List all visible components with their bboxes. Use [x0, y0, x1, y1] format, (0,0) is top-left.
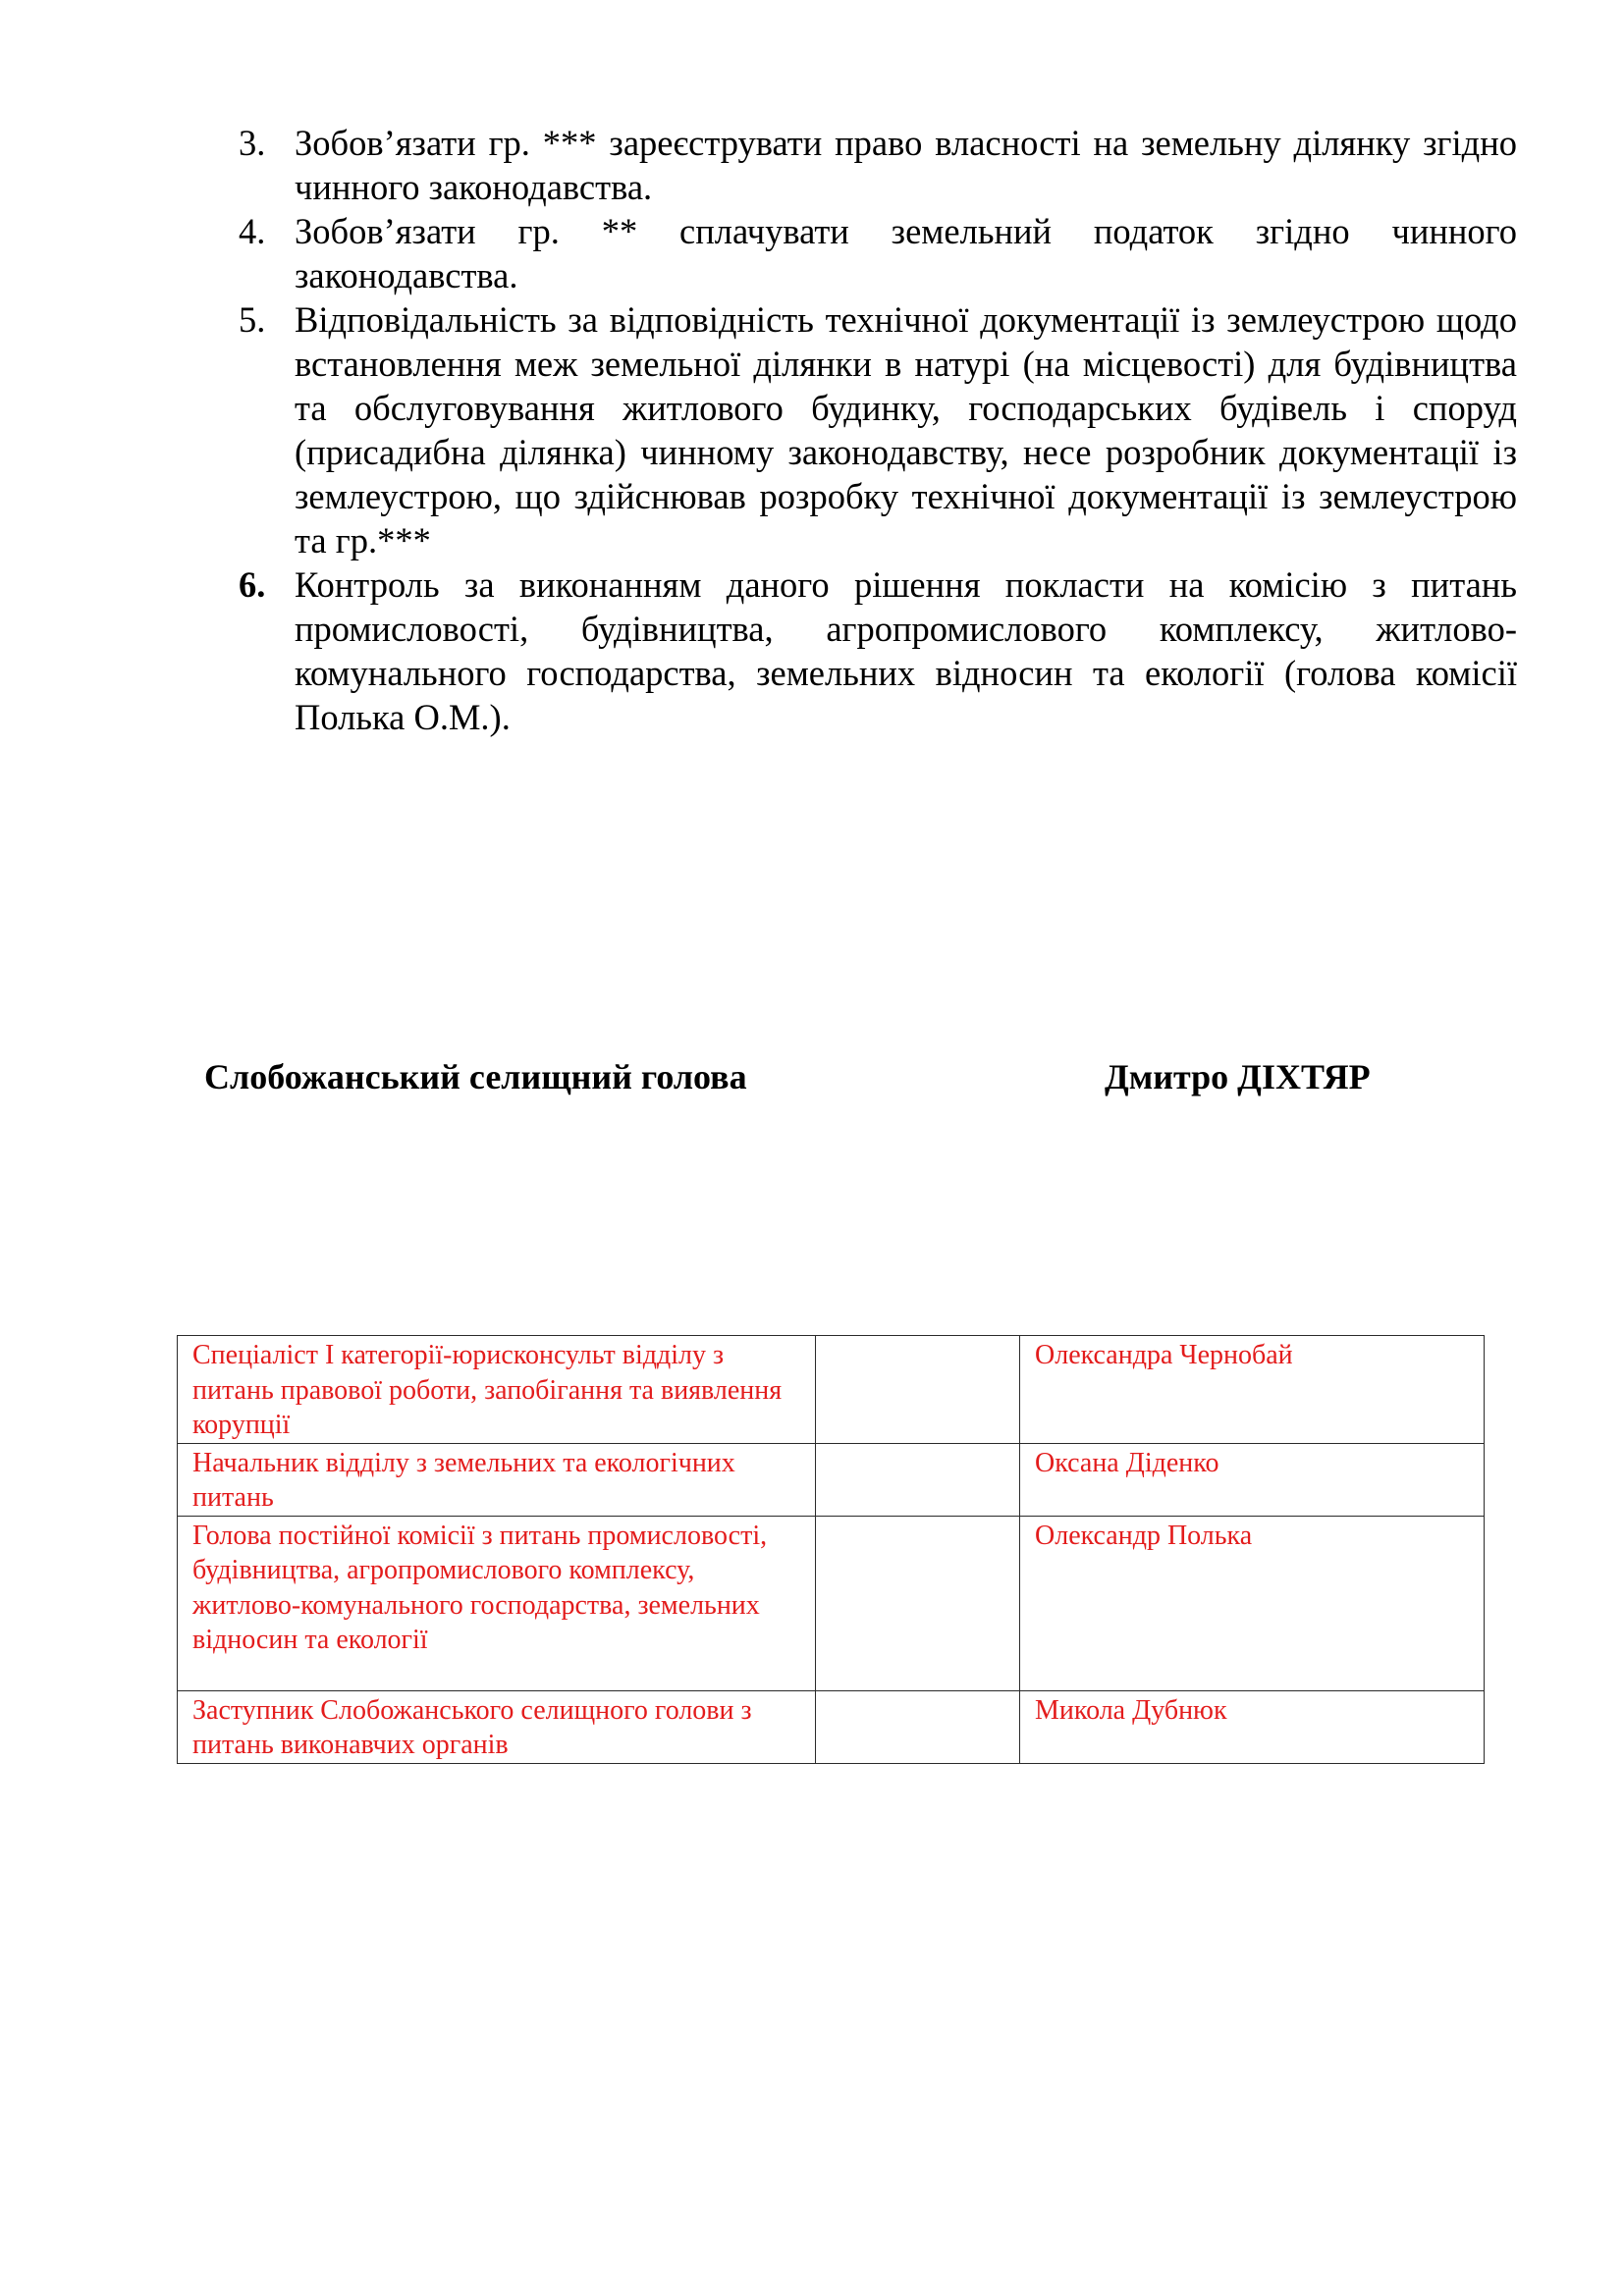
decision-items-list [239, 121, 1517, 739]
item-number: 6. [239, 564, 266, 605]
signatory-title: Слобожанський селищний голова [204, 1057, 747, 1096]
approval-position: Спеціаліст І категорії-юрисконсульт відділу з питань правової роботи, запобігання та виявлення корупції [178, 1336, 816, 1444]
approval-signature-cell [816, 1516, 1020, 1690]
item-number: 4. [239, 211, 266, 251]
approval-name: Олександра Чернобай [1020, 1336, 1485, 1444]
item-number: 5. [239, 299, 266, 340]
item-text: Зобов’язати гр. *** зареєструвати право власності на земельну ділянку згідно чинного законодавства. [295, 123, 1517, 207]
approval-table [177, 1335, 1485, 1764]
approval-signature-cell [816, 1690, 1020, 1763]
approval-position: Начальник відділу з земельних та екологічних питань [178, 1443, 816, 1516]
approval-signature-cell [816, 1336, 1020, 1444]
approval-position: Голова постійної комісії з питань промисловості, будівництва, агропромислового комплексу, житлово-комунального господарства, земельних відносин та екології [178, 1516, 816, 1690]
approval-row [178, 1443, 1485, 1516]
approval-row [178, 1336, 1485, 1444]
decision-item-3 [239, 121, 1517, 209]
item-number: 3. [239, 123, 266, 163]
item-text: Відповідальність за відповідність технічної документації із землеустрою щодо встановлення меж земельної ділянки в натурі (на місцевості) для будівництва та обслуговування житлового будинку, господарських будівель і споруд (присадибна ділянка) чинному законодавству, несе розробник документації із землеустрою, що здійснював розробку технічної документації із землеустрою та гр.*** [295, 299, 1517, 561]
approval-name: Олександр Полька [1020, 1516, 1485, 1690]
approval-row [178, 1516, 1485, 1690]
approval-name: Оксана Діденко [1020, 1443, 1485, 1516]
decision-item-6 [239, 562, 1517, 739]
approval-row [178, 1690, 1485, 1763]
signatory-name: Дмитро ДІХТЯР [1105, 1057, 1371, 1096]
approval-signature-cell [816, 1443, 1020, 1516]
decision-item-4 [239, 209, 1517, 297]
item-text: Зобов’язати гр. ** сплачувати земельний податок згідно чинного законодавства. [295, 211, 1517, 295]
approval-name: Микола Дубнюк [1020, 1690, 1485, 1763]
item-text: Контроль за виконанням даного рішення покласти на комісію з питань промисловості, будівництва, агропромислового комплексу, житлово-комунального господарства, земельних відносин та екології (голова комісії Полька О.М.). [295, 564, 1517, 737]
approval-position: Заступник Слобожанського селищного голови з питань виконавчих органів [178, 1690, 816, 1763]
decision-item-5 [239, 297, 1517, 562]
